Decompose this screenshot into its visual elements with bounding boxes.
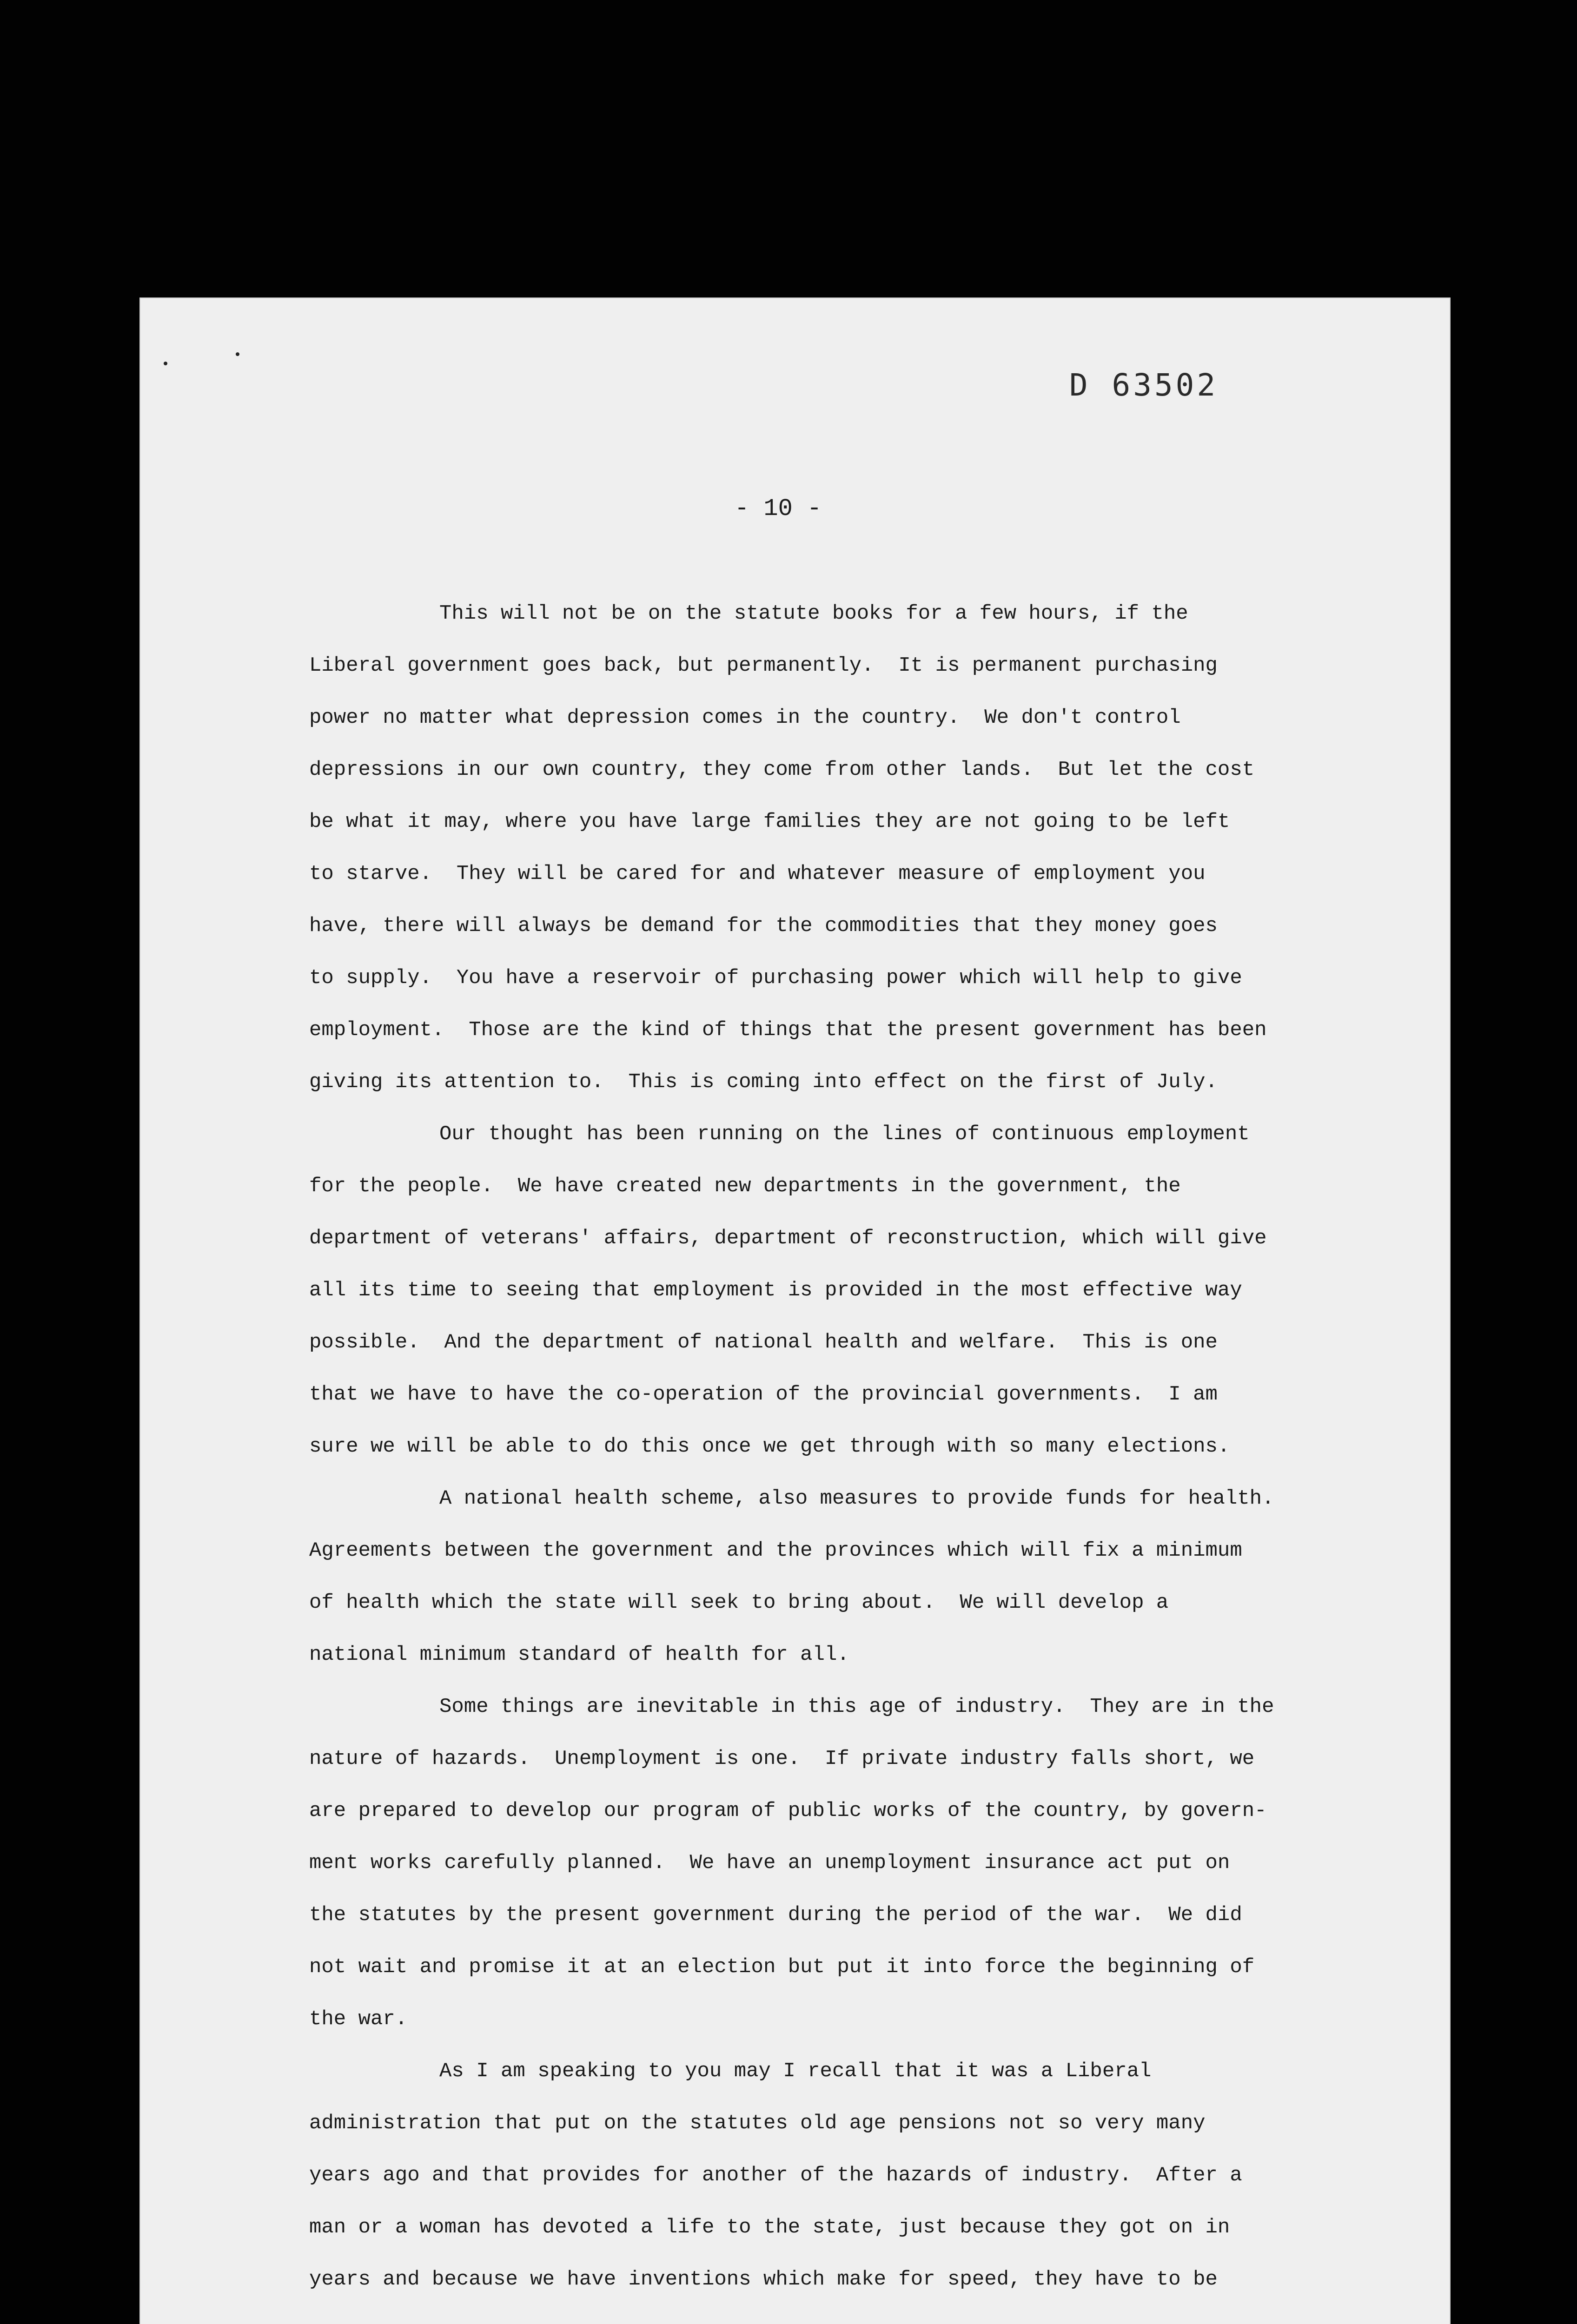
text-line: national minimum standard of health for all. xyxy=(309,1643,849,1666)
text-line: Our thought has been running on the lines of continuous employment xyxy=(439,1122,1250,1146)
text-line: ment works carefully planned. We have an unemployment insurance act put on xyxy=(309,1851,1230,1875)
text-line: years ago and that provides for another of the hazards of industry. After a xyxy=(309,2164,1242,2187)
text-line: Agreements between the government and the provinces which will fix a minimum xyxy=(309,1539,1242,1562)
document-id: D 63502 xyxy=(1069,367,1219,403)
text-line: depressions in our own country, they come from other lands. But let the cost xyxy=(309,758,1255,781)
text-line: employment. Those are the kind of things that the present government has been xyxy=(309,1018,1267,1042)
text-line: sure we will be able to do this once we get through with so many elections. xyxy=(309,1435,1230,1458)
ink-speck xyxy=(164,362,167,365)
ink-speck xyxy=(236,352,239,356)
text-line: possible. And the department of national health and welfare. This is one xyxy=(309,1331,1218,1354)
text-line: years and because we have inventions which make for speed, they have to be xyxy=(309,2268,1218,2291)
text-line: the war. xyxy=(309,2007,408,2031)
text-line: As I am speaking to you may I recall that it was a Liberal xyxy=(439,2060,1152,2083)
text-line: to starve. They will be cared for and whatever measure of employment you xyxy=(309,862,1206,885)
text-line: for the people. We have created new departments in the government, the xyxy=(309,1175,1181,1198)
text-line: to supply. You have a reservoir of purchasing power which will help to give xyxy=(309,966,1242,990)
text-line: Some things are inevitable in this age of industry. They are in the xyxy=(439,1695,1274,1718)
text-line: Liberal government goes back, but permanently. It is permanent purchasing xyxy=(309,654,1218,677)
text-line: This will not be on the statute books for a few hours, if the xyxy=(439,602,1188,625)
text-line: nature of hazards. Unemployment is one. If private industry falls short, we xyxy=(309,1747,1255,1770)
text-line: all its time to seeing that employment is provided in the most effective way xyxy=(309,1279,1242,1302)
text-line: the statutes by the present government during the period of the war. We did xyxy=(309,1903,1242,1927)
text-line: are prepared to develop our program of public works of the country, by govern- xyxy=(309,1799,1267,1822)
text-line: be what it may, where you have large families they are not going to be left xyxy=(309,810,1230,833)
text-line: of health which the state will seek to bring about. We will develop a xyxy=(309,1591,1169,1614)
text-line: have, there will always be demand for the commodities that they money goes xyxy=(309,914,1218,938)
text-line: not wait and promise it at an election but put it into force the beginning of xyxy=(309,1955,1255,1979)
text-line: administration that put on the statutes old age pensions not so very many xyxy=(309,2112,1206,2135)
text-line: giving its attention to. This is coming into effect on the first of July. xyxy=(309,1070,1218,1094)
text-line: that we have to have the co-operation of the provincial governments. I am xyxy=(309,1383,1218,1406)
text-line: department of veterans' affairs, department of reconstruction, which will give xyxy=(309,1227,1267,1250)
text-line: power no matter what depression comes in the country. We don't control xyxy=(309,706,1181,729)
text-line: man or a woman has devoted a life to the state, just because they got on in xyxy=(309,2216,1230,2239)
page-number: - 10 - xyxy=(735,495,822,522)
text-line: A national health scheme, also measures to provide funds for health. xyxy=(439,1487,1274,1510)
